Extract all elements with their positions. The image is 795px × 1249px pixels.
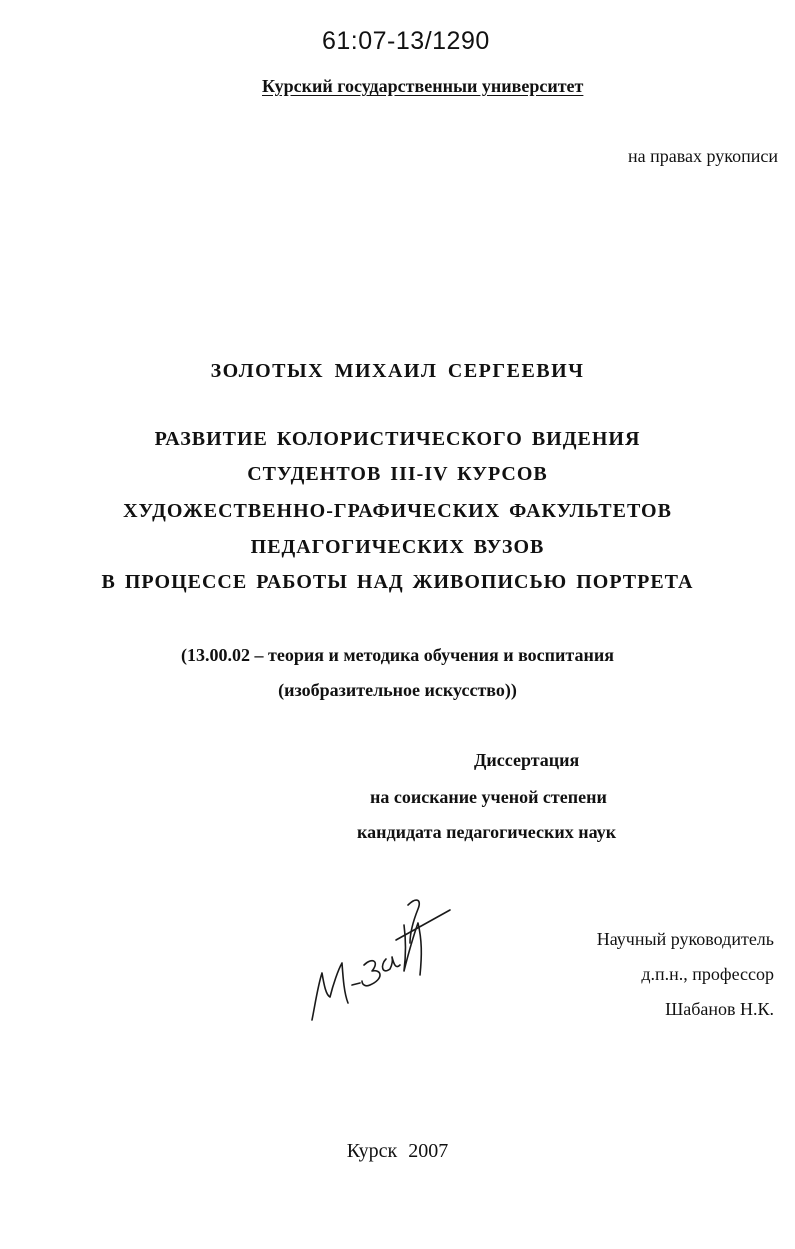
handwritten-signature <box>300 885 460 1025</box>
title-line: ПЕДАГОГИЧЕСКИХ ВУЗОВ <box>250 536 545 558</box>
university-name: Курский государственныи университет <box>262 76 584 96</box>
dissertation-degree-line: кандидата педагогических наук <box>357 822 617 842</box>
archive-code: 61:07-13/1290 <box>322 27 490 55</box>
specialty-line: (13.00.02 – теория и методика обучения и воспитания <box>181 645 614 665</box>
supervisor-name: Шабанов Н.К. <box>665 999 774 1019</box>
rights-note: на правах рукописи <box>628 146 778 166</box>
supervisor-degree: д.п.н., профессор <box>641 964 774 984</box>
supervisor-role: Научный руководитель <box>596 929 774 949</box>
title-line: В ПРОЦЕССЕ РАБОТЫ НАД ЖИВОПИСЬЮ ПОРТРЕТА <box>101 571 694 593</box>
title-line: ХУДОЖЕСТВЕННО-ГРАФИЧЕСКИХ ФАКУЛЬТЕТОВ <box>123 500 672 522</box>
dissertation-degree-line: на соискание ученой степени <box>370 787 607 807</box>
dissertation-label: Диссертация <box>474 750 580 770</box>
title-line: РАЗВИТИЕ КОЛОРИСТИЧЕСКОГО ВИДЕНИЯ <box>154 428 641 450</box>
author-name: ЗОЛОТЫХ МИХАИЛ СЕРГЕЕВИЧ <box>210 360 585 382</box>
title-line: СТУДЕНТОВ III-IV КУРСОВ <box>247 463 548 485</box>
place-year: Курск 2007 <box>346 1140 449 1162</box>
specialty-line: (изобразительное искусство)) <box>278 680 517 700</box>
